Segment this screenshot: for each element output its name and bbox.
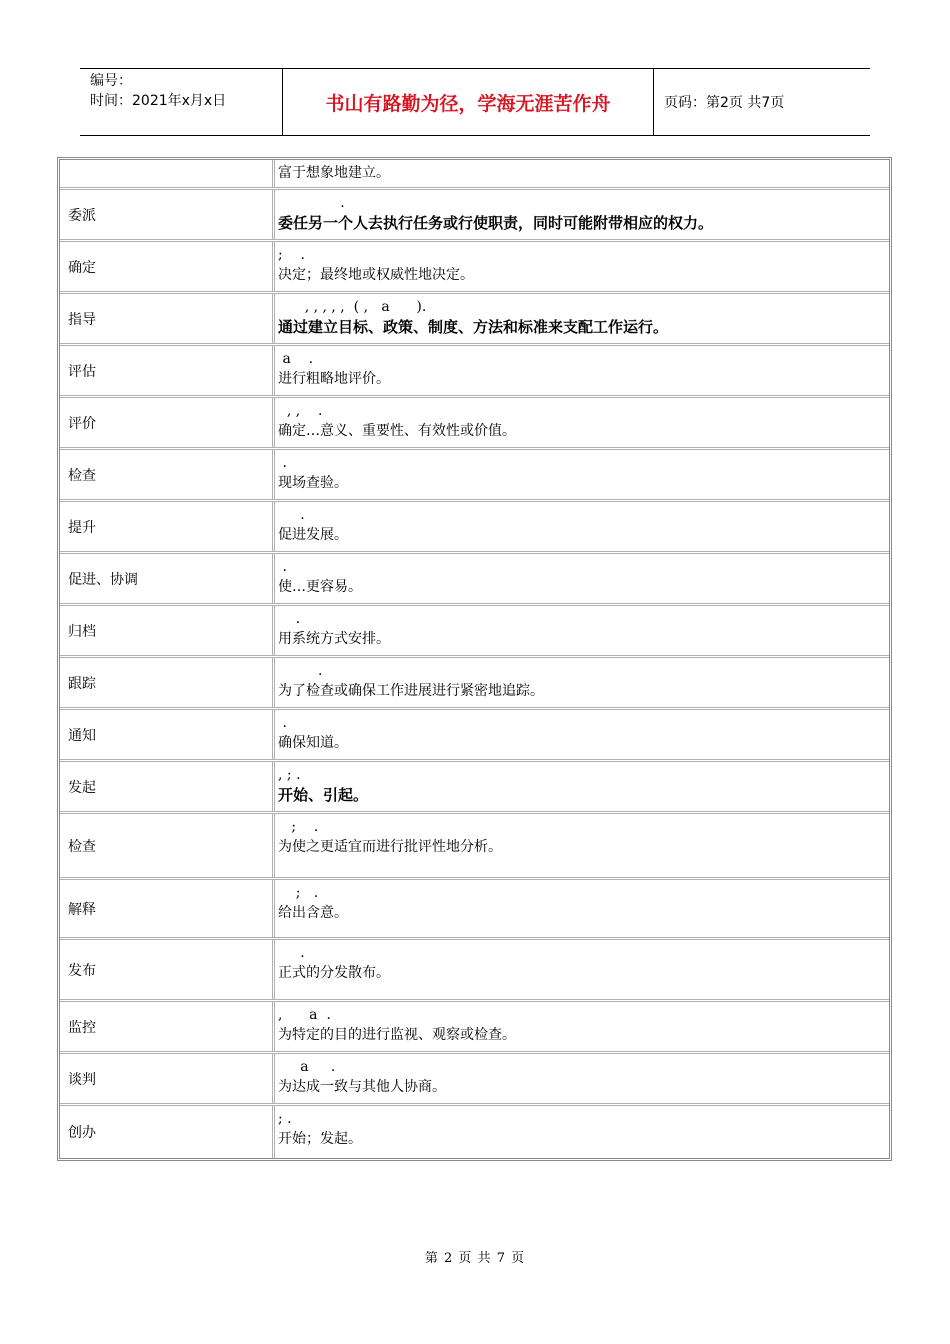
definition-text: 现场查验。 (278, 475, 348, 491)
symbol-line: , ; . (278, 767, 301, 783)
table-row (60, 606, 889, 658)
symbol-line: . (278, 455, 287, 471)
definition-text: 为达成一致与其他人协商。 (278, 1079, 446, 1095)
definition-text: 开始；发起。 (278, 1131, 362, 1147)
definition-text: 确保知道。 (278, 735, 348, 751)
term-table (57, 157, 892, 1161)
definition-cell (275, 242, 889, 291)
symbol-line: . (278, 195, 345, 211)
definition-cell (275, 1106, 889, 1158)
definition-text: 进行粗略地评价。 (278, 371, 390, 387)
term-cell: 指导 (60, 294, 275, 343)
definition-cell (275, 502, 889, 551)
header-meta (80, 69, 283, 135)
table-row (60, 450, 889, 502)
term-cell: 委派 (60, 190, 275, 239)
table-row (60, 762, 889, 814)
symbol-line: ; . (278, 885, 319, 901)
symbol-line: . (278, 507, 305, 523)
definition-cell (275, 880, 889, 937)
term-cell: 发布 (60, 940, 275, 999)
symbol-line: a . (278, 351, 314, 367)
table-row (60, 940, 889, 1002)
table-row (60, 190, 889, 242)
definition-text: 为使之更适宜而进行批评性地分析。 (278, 839, 502, 855)
header-page-label: 页码：第2页 共7页 (664, 95, 785, 111)
table-row (60, 814, 889, 880)
term-cell: 发起 (60, 762, 275, 811)
definition-cell (275, 450, 889, 499)
table-row (60, 242, 889, 294)
definition-text: 通过建立目标、政策、制度、方法和标准来支配工作运行。 (278, 318, 669, 336)
table-row (60, 1002, 889, 1054)
term-cell: 创办 (60, 1106, 275, 1158)
definition-text: 为特定的目的进行监视、观察或检查。 (278, 1027, 516, 1043)
term-cell: 谈判 (60, 1054, 275, 1103)
definition-cell (275, 710, 889, 759)
definition-text: 正式的分发散布。 (278, 965, 390, 981)
definition-cell (275, 1054, 889, 1103)
definition-text: 确定…意义、重要性、有效性或价值。 (278, 423, 516, 439)
table-row (60, 880, 889, 940)
definition-text: 用系统方式安排。 (278, 631, 390, 647)
definition-cell (275, 294, 889, 343)
symbol-line: . (278, 715, 287, 731)
definition-text: 开始、引起。 (278, 786, 369, 804)
definition-cell (275, 940, 889, 999)
date-label: 时间：2021年x月x日 (90, 93, 227, 109)
definition-cell (275, 1002, 889, 1051)
table-row (60, 160, 889, 190)
term-cell: 确定 (60, 242, 275, 291)
definition-cell (275, 346, 889, 395)
definition-cell (275, 658, 889, 707)
definition-text: 委任另一个人去执行任务或行使职责，同时可能附带相应的权力。 (278, 214, 714, 232)
symbol-line: . (278, 611, 301, 627)
symbol-line: . (278, 663, 323, 679)
term-cell: 评估 (60, 346, 275, 395)
definition-text: 富于想象地建立。 (278, 165, 390, 181)
definition-text: 使…更容易。 (278, 579, 362, 595)
page-footer: 第 2 页 共 7 页 (424, 1251, 526, 1266)
term-cell: 评价 (60, 398, 275, 447)
table-row (60, 710, 889, 762)
term-cell (60, 160, 275, 187)
table-row (60, 1054, 889, 1106)
table-row (60, 658, 889, 710)
symbol-line: , , , , , ( , a ). (278, 299, 427, 315)
definition-text: 为了检查或确保工作进展进行紧密地追踪。 (278, 683, 544, 699)
term-cell: 提升 (60, 502, 275, 551)
symbol-line: , , . (278, 403, 323, 419)
definition-text: 给出含意。 (278, 905, 348, 921)
definition-cell (275, 762, 889, 811)
definition-cell (275, 814, 889, 877)
term-cell: 跟踪 (60, 658, 275, 707)
term-cell: 检查 (60, 450, 275, 499)
definition-cell (275, 160, 889, 187)
symbol-line: ; . (278, 1111, 292, 1127)
table-row (60, 346, 889, 398)
table-row (60, 1106, 889, 1158)
definition-cell (275, 190, 889, 239)
table-row (60, 398, 889, 450)
symbol-line: ; . (278, 247, 305, 263)
definition-cell (275, 606, 889, 655)
symbol-line: . (278, 559, 287, 575)
term-cell: 通知 (60, 710, 275, 759)
term-cell: 解释 (60, 880, 275, 937)
symbol-line: a . (278, 1059, 336, 1075)
page-header (80, 68, 870, 136)
table-row (60, 294, 889, 346)
definition-text: 促进发展。 (278, 527, 348, 543)
number-label: 编号： (90, 73, 132, 89)
symbol-line: . (278, 945, 305, 961)
definition-text: 决定；最终地或权威性地决定。 (278, 267, 474, 283)
term-cell: 监控 (60, 1002, 275, 1051)
symbol-line: , a . (278, 1007, 331, 1023)
symbol-line: ; . (278, 819, 319, 835)
table-row (60, 554, 889, 606)
header-motto: 书山有路勤为径，学海无涯苦作舟 (283, 69, 654, 135)
term-cell: 归档 (60, 606, 275, 655)
definition-cell (275, 398, 889, 447)
term-cell: 促进、协调 (60, 554, 275, 603)
definition-cell (275, 554, 889, 603)
term-cell: 检查 (60, 814, 275, 877)
table-row (60, 502, 889, 554)
